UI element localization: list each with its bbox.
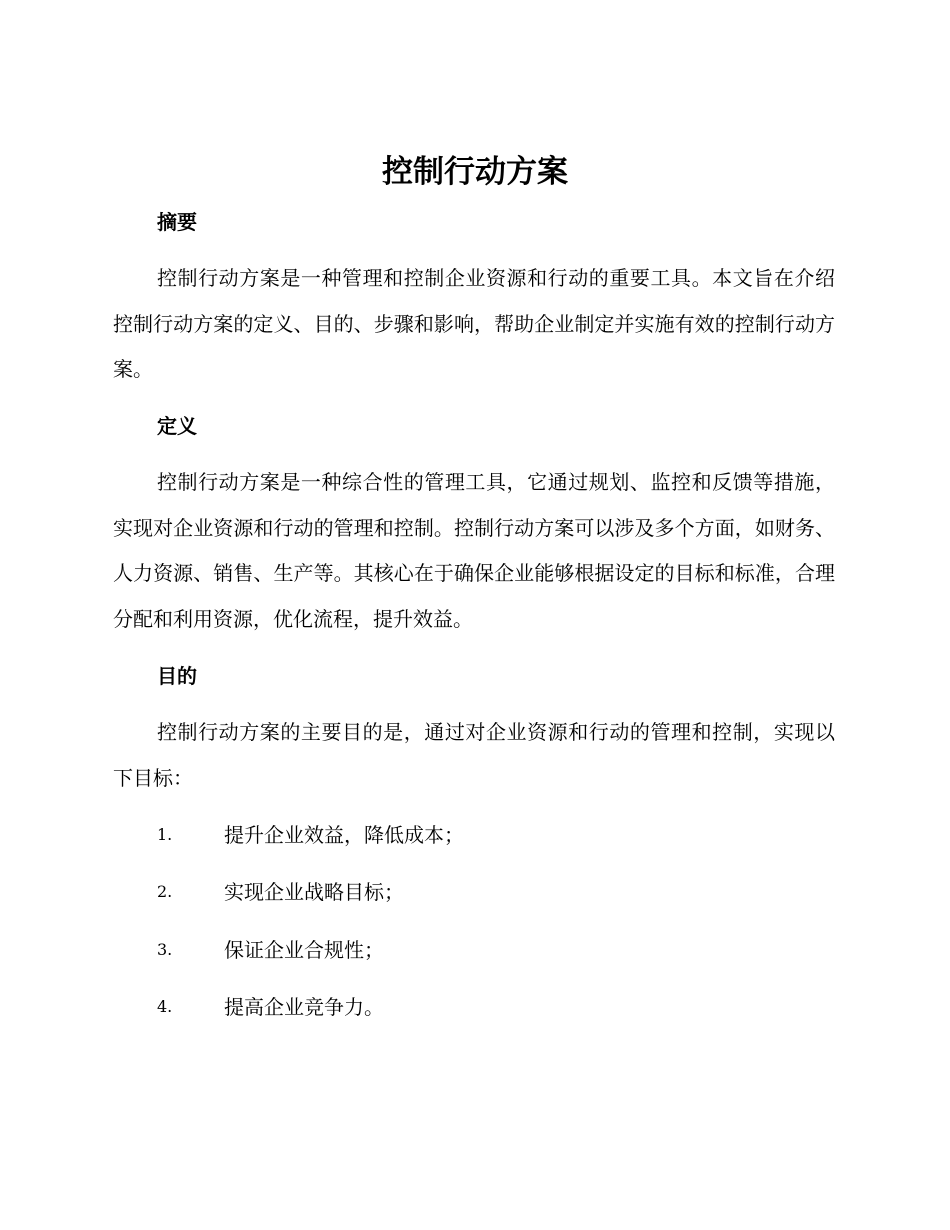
document-title: 控制行动方案 [382, 154, 568, 190]
list-item-number: 4. [157, 997, 173, 1016]
purpose-paragraph: 控制行动方案的主要目的是，通过对企业资源和行动的管理和控制，实现以下目标： [113, 720, 835, 790]
section-heading-purpose: 目的 [157, 664, 197, 688]
list-item-number: 1. [157, 825, 173, 844]
list-item-text: 保证企业合规性； [224, 938, 384, 962]
list-item-text: 提高企业竞争力。 [224, 995, 384, 1019]
list-item-number: 2. [157, 882, 173, 901]
list-item-text: 实现企业战略目标； [224, 880, 404, 904]
list-item-text: 提升企业效益，降低成本； [224, 823, 464, 847]
definition-paragraph: 控制行动方案是一种综合性的管理工具，它通过规划、监控和反馈等措施，实现对企业资源和行动的管理和控制。控制行动方案可以涉及多个方面，如财务、人力资源、销售、生产等。其核心在于确保企业能够根据设定的目标和标准，合理分配和利用资源，优化流程，提升效益。 [113, 470, 835, 631]
abstract-paragraph: 控制行动方案是一种管理和控制企业资源和行动的重要工具。本文旨在介绍控制行动方案的定义、目的、步骤和影响，帮助企业制定并实施有效的控制行动方案。 [113, 266, 835, 381]
section-heading-definition: 定义 [157, 414, 197, 438]
section-heading-abstract: 摘要 [157, 210, 197, 234]
list-item-number: 3. [157, 940, 173, 959]
